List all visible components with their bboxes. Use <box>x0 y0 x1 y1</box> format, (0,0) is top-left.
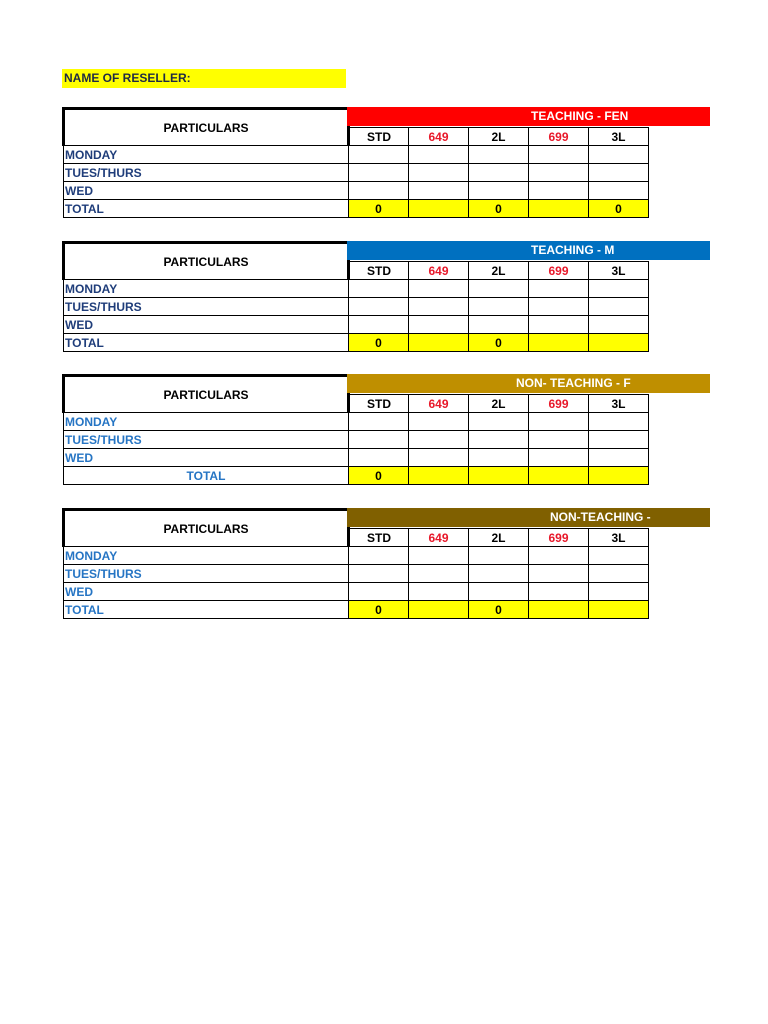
total-cell-649[interactable] <box>409 334 469 352</box>
cell[interactable] <box>589 431 649 449</box>
cell[interactable] <box>409 583 469 601</box>
cell[interactable] <box>469 431 529 449</box>
cell[interactable] <box>589 449 649 467</box>
total-cell-std[interactable]: 0 <box>349 467 409 485</box>
particulars-header: PARTICULARS <box>64 376 349 413</box>
banner-text: NON-TEACHING - <box>550 510 651 524</box>
total-cell-3l[interactable] <box>589 601 649 619</box>
banner-text: TEACHING - FEN <box>531 109 629 123</box>
cell[interactable] <box>589 280 649 298</box>
cell[interactable] <box>349 146 409 164</box>
cell[interactable] <box>529 316 589 334</box>
cell[interactable] <box>589 146 649 164</box>
cell[interactable] <box>409 547 469 565</box>
cell[interactable] <box>349 431 409 449</box>
cell[interactable] <box>349 547 409 565</box>
cell[interactable] <box>349 164 409 182</box>
row-label-tues-thurs: TUES/THURS <box>64 565 349 583</box>
cell[interactable] <box>349 565 409 583</box>
col-3l: 3L <box>589 529 649 547</box>
cell[interactable] <box>589 182 649 200</box>
total-cell-3l[interactable] <box>589 334 649 352</box>
cell[interactable] <box>529 565 589 583</box>
cell[interactable] <box>409 298 469 316</box>
cell[interactable] <box>469 280 529 298</box>
cell[interactable] <box>589 583 649 601</box>
cell[interactable] <box>349 449 409 467</box>
cell[interactable] <box>529 298 589 316</box>
total-cell-699[interactable] <box>529 334 589 352</box>
total-cell-std[interactable]: 0 <box>349 200 409 218</box>
col-3l: 3L <box>589 128 649 146</box>
col-3l: 3L <box>589 262 649 280</box>
col-3l: 3L <box>589 395 649 413</box>
cell[interactable] <box>469 413 529 431</box>
total-label: TOTAL <box>64 334 349 352</box>
total-cell-2l[interactable]: 0 <box>469 601 529 619</box>
col-699: 699 <box>529 529 589 547</box>
total-cell-2l[interactable] <box>469 467 529 485</box>
col-699: 699 <box>529 128 589 146</box>
banner-non-teaching-male <box>347 508 710 527</box>
col-2l: 2L <box>469 529 529 547</box>
col-std: STD <box>349 262 409 280</box>
col-649: 649 <box>409 128 469 146</box>
cell[interactable] <box>409 146 469 164</box>
particulars-header: PARTICULARS <box>64 510 349 547</box>
cell[interactable] <box>349 298 409 316</box>
total-cell-3l[interactable] <box>589 467 649 485</box>
row-label-monday: MONDAY <box>64 146 349 164</box>
row-label-wed: WED <box>64 316 349 334</box>
cell[interactable] <box>409 280 469 298</box>
total-cell-699[interactable] <box>529 200 589 218</box>
total-cell-699[interactable] <box>529 601 589 619</box>
row-label-wed: WED <box>64 449 349 467</box>
cell[interactable] <box>409 449 469 467</box>
col-649: 649 <box>409 262 469 280</box>
cell[interactable] <box>589 565 649 583</box>
cell[interactable] <box>409 164 469 182</box>
cell[interactable] <box>589 413 649 431</box>
cell[interactable] <box>409 413 469 431</box>
col-649: 649 <box>409 395 469 413</box>
particulars-header: PARTICULARS <box>64 109 349 146</box>
row-label-wed: WED <box>64 583 349 601</box>
col-std: STD <box>349 529 409 547</box>
cell[interactable] <box>469 182 529 200</box>
cell[interactable] <box>409 182 469 200</box>
col-2l: 2L <box>469 395 529 413</box>
total-cell-std[interactable]: 0 <box>349 334 409 352</box>
row-label-monday: MONDAY <box>64 280 349 298</box>
reseller-name-cell[interactable]: NAME OF RESELLER: <box>62 69 346 88</box>
col-std: STD <box>349 128 409 146</box>
particulars-header: PARTICULARS <box>64 243 349 280</box>
cell[interactable] <box>349 413 409 431</box>
row-label-tues-thurs: TUES/THURS <box>64 164 349 182</box>
cell[interactable] <box>529 583 589 601</box>
row-label-monday: MONDAY <box>64 413 349 431</box>
cell[interactable] <box>469 449 529 467</box>
banner-text: NON- TEACHING - F <box>516 376 631 390</box>
cell[interactable] <box>529 431 589 449</box>
total-cell-649[interactable] <box>409 467 469 485</box>
cell[interactable] <box>589 316 649 334</box>
total-cell-std[interactable]: 0 <box>349 601 409 619</box>
cell[interactable] <box>469 298 529 316</box>
cell[interactable] <box>469 565 529 583</box>
total-label: TOTAL <box>64 601 349 619</box>
col-2l: 2L <box>469 128 529 146</box>
cell[interactable] <box>349 316 409 334</box>
banner-teaching-male <box>347 241 710 260</box>
cell[interactable] <box>589 547 649 565</box>
banner-non-teaching-female <box>347 374 710 393</box>
cell[interactable] <box>529 449 589 467</box>
cell[interactable] <box>349 182 409 200</box>
row-label-monday: MONDAY <box>64 547 349 565</box>
banner-teaching-female <box>347 107 710 126</box>
cell[interactable] <box>529 164 589 182</box>
total-cell-699[interactable] <box>529 467 589 485</box>
col-649: 649 <box>409 529 469 547</box>
total-label: TOTAL <box>64 200 349 218</box>
total-cell-2l[interactable]: 0 <box>469 334 529 352</box>
cell[interactable] <box>469 583 529 601</box>
cell[interactable] <box>589 298 649 316</box>
cell[interactable] <box>409 316 469 334</box>
cell[interactable] <box>589 164 649 182</box>
cell[interactable] <box>349 280 409 298</box>
row-label-tues-thurs: TUES/THURS <box>64 298 349 316</box>
cell[interactable] <box>529 182 589 200</box>
cell[interactable] <box>469 146 529 164</box>
col-699: 699 <box>529 395 589 413</box>
col-699: 699 <box>529 262 589 280</box>
col-std: STD <box>349 395 409 413</box>
row-label-wed: WED <box>64 182 349 200</box>
cell[interactable] <box>349 583 409 601</box>
total-cell-649[interactable] <box>409 200 469 218</box>
cell[interactable] <box>409 565 469 583</box>
total-cell-649[interactable] <box>409 601 469 619</box>
cell[interactable] <box>529 280 589 298</box>
cell[interactable] <box>469 316 529 334</box>
total-cell-3l[interactable]: 0 <box>589 200 649 218</box>
cell[interactable] <box>529 547 589 565</box>
col-2l: 2L <box>469 262 529 280</box>
cell[interactable] <box>409 431 469 449</box>
cell[interactable] <box>469 547 529 565</box>
total-label: TOTAL <box>64 467 349 485</box>
cell[interactable] <box>529 413 589 431</box>
banner-text: TEACHING - M <box>531 243 615 257</box>
cell[interactable] <box>469 164 529 182</box>
cell[interactable] <box>529 146 589 164</box>
row-label-tues-thurs: TUES/THURS <box>64 431 349 449</box>
total-cell-2l[interactable]: 0 <box>469 200 529 218</box>
